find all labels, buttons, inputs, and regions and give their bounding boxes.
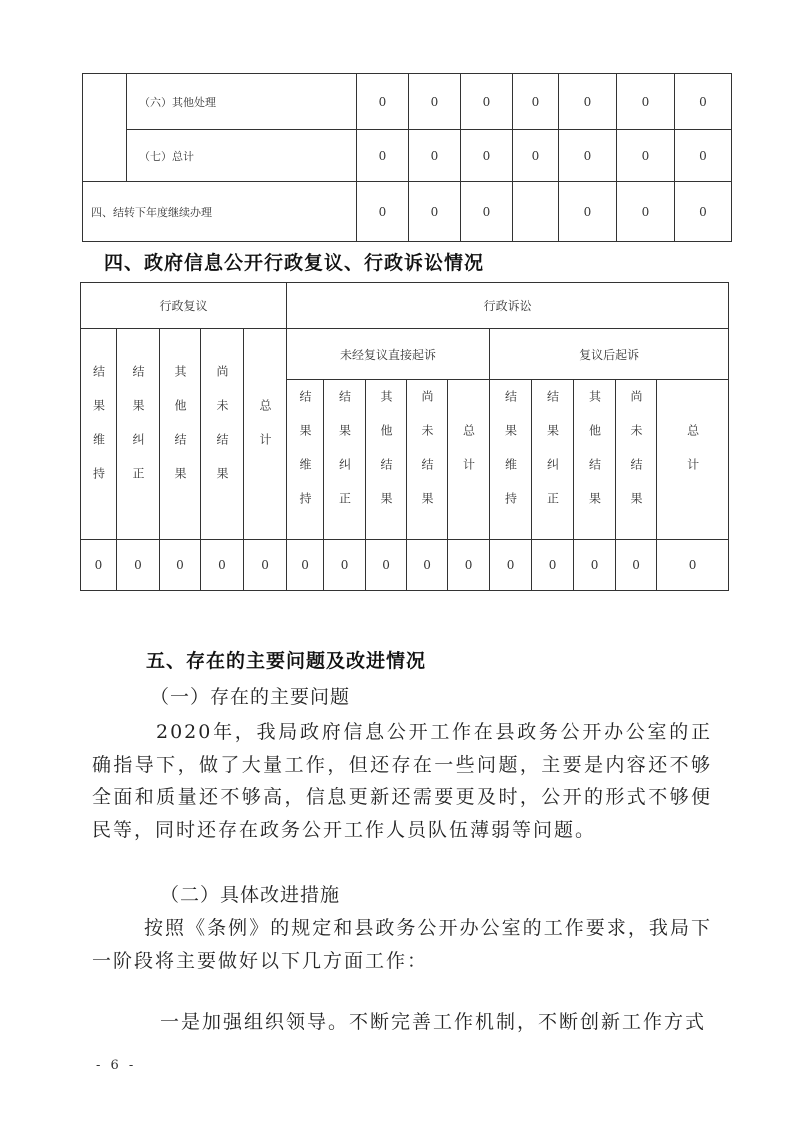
direct-header: 未经复议直接起诉 (287, 329, 490, 380)
blank-cell (83, 74, 127, 182)
col-header: 总计 (244, 329, 287, 540)
cell: 0 (559, 130, 617, 182)
col-header: 结果纠正 (324, 380, 366, 540)
table-row (83, 182, 732, 242)
review-header: 行政复议 (81, 283, 287, 329)
table-row (81, 329, 729, 380)
after-review-header: 复议后起诉 (490, 329, 729, 380)
row-label: （七）总计 (127, 130, 357, 182)
row-label: （六）其他处理 (127, 74, 357, 130)
cell: 0 (409, 74, 461, 130)
cell: 0 (287, 540, 324, 591)
col-header: 其他结果 (366, 380, 407, 540)
cell: 0 (532, 540, 574, 591)
cell: 0 (675, 182, 732, 242)
cell: 0 (324, 540, 366, 591)
cell: 0 (409, 182, 461, 242)
cell: 0 (617, 130, 675, 182)
cell: 0 (409, 130, 461, 182)
cell: 0 (244, 540, 287, 591)
cell (513, 182, 559, 242)
table-row (81, 283, 729, 329)
subsection-heading: （一）存在的主要问题 (150, 686, 351, 708)
cell: 0 (357, 74, 409, 130)
cell: 0 (675, 130, 732, 182)
table-row (81, 540, 729, 591)
cell: 0 (461, 130, 513, 182)
cell: 0 (357, 182, 409, 242)
section4-heading: 四、政府信息公开行政复议、行政诉讼情况 (104, 252, 485, 274)
col-header: 其他结果 (160, 329, 201, 540)
subsection-heading: （二）具体改进措施 (160, 884, 341, 906)
col-header: 结果纠正 (117, 329, 160, 540)
col-header: 结果纠正 (532, 380, 574, 540)
cell: 0 (461, 74, 513, 130)
litigation-header: 行政诉讼 (287, 283, 729, 329)
col-header: 尚未结果 (201, 329, 244, 540)
cell: 0 (617, 182, 675, 242)
table-row (83, 74, 732, 130)
cell: 0 (366, 540, 407, 591)
col-header: 尚未结果 (616, 380, 657, 540)
cell: 0 (448, 540, 490, 591)
cell: 0 (675, 74, 732, 130)
cell: 0 (201, 540, 244, 591)
col-header: 总计 (657, 380, 729, 540)
col-header: 总计 (448, 380, 490, 540)
col-header: 结果维持 (490, 380, 532, 540)
cell: 0 (513, 130, 559, 182)
cell: 0 (559, 74, 617, 130)
cell: 0 (407, 540, 448, 591)
cell: 0 (117, 540, 160, 591)
col-header: 其他结果 (574, 380, 616, 540)
cell: 0 (574, 540, 616, 591)
page-number: - 6 - (96, 1058, 137, 1073)
cell: 0 (160, 540, 201, 591)
section5-heading: 五、存在的主要问题及改进情况 (146, 650, 427, 672)
cell: 0 (461, 182, 513, 242)
col-header: 结果维持 (81, 329, 117, 540)
col-header: 结果维持 (287, 380, 324, 540)
cell: 0 (357, 130, 409, 182)
cell: 0 (616, 540, 657, 591)
paragraph: 一是加强组织领导。不断完善工作机制，不断创新工作方式 (160, 1011, 707, 1033)
disposal-table (82, 73, 732, 242)
cell: 0 (657, 540, 729, 591)
cell: 0 (617, 74, 675, 130)
table-row (83, 130, 732, 182)
paragraph: 按照《条例》的规定和县政务公开办公室的工作要求，我局下一阶段将主要做好以下几方面工作： (92, 917, 712, 972)
review-litigation-table (80, 282, 729, 591)
cell: 0 (490, 540, 532, 591)
cell: 0 (81, 540, 117, 591)
row-label: 四、结转下年度继续办理 (83, 182, 357, 242)
cell: 0 (513, 74, 559, 130)
col-header: 尚未结果 (407, 380, 448, 540)
cell: 0 (559, 182, 617, 242)
paragraph: 2020年，我局政府信息公开工作在县政务公开办公室的正确指导下，做了大量工作，但还存在一些问题，主要是内容还不够全面和质量还不够高，信息更新还需要更及时，公开的形式不够便民等，同时还存在政务公开工作人员队伍薄弱等问题。 (92, 721, 712, 842)
